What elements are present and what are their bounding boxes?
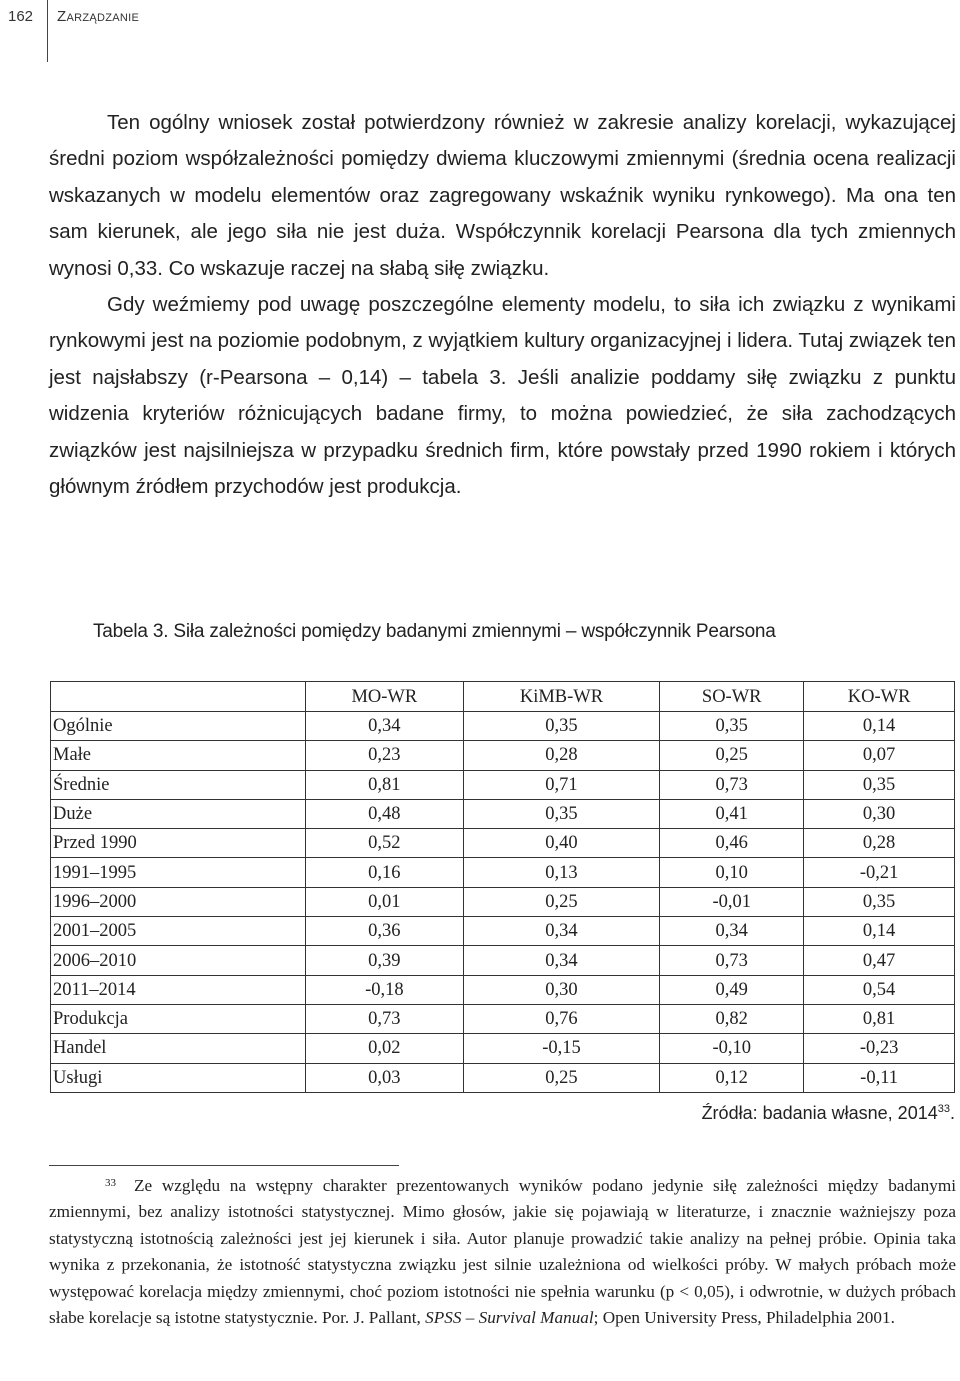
table-header-cell: KO-WR	[804, 682, 955, 712]
table-cell: -0,23	[804, 1034, 955, 1063]
table-row	[51, 1063, 955, 1092]
table-cell: -0,18	[306, 975, 464, 1004]
row-label: 2006–2010	[51, 946, 306, 975]
table-source	[702, 1103, 955, 1124]
table-cell: 0,07	[804, 741, 955, 770]
table-row	[51, 770, 955, 799]
running-head	[0, 0, 960, 60]
table-cell: 0,14	[804, 917, 955, 946]
table-header-cell	[51, 682, 306, 712]
table-cell: 0,35	[660, 712, 804, 741]
table-cell: 0,41	[660, 799, 804, 828]
source-end: .	[949, 1103, 955, 1123]
table-header-row	[51, 682, 955, 712]
table-cell: 0,46	[660, 829, 804, 858]
row-label: Ogólnie	[51, 712, 306, 741]
footnote-number: 33	[105, 1177, 116, 1189]
table-cell: -0,01	[660, 887, 804, 916]
row-label: Średnie	[51, 770, 306, 799]
table-cell: 0,52	[306, 829, 464, 858]
table-cell: 0,35	[463, 799, 660, 828]
footnote-divider	[49, 1165, 399, 1166]
footnote-book-title: SPSS – Survival Manual	[425, 1308, 594, 1328]
table-cell: 0,73	[306, 1004, 464, 1033]
table-cell: 0,40	[463, 829, 660, 858]
table-cell: 0,76	[463, 1004, 660, 1033]
row-label: 1991–1995	[51, 858, 306, 887]
row-label: Handel	[51, 1034, 306, 1063]
table-cell: 0,81	[306, 770, 464, 799]
table-cell: 0,01	[306, 887, 464, 916]
table-cell: 0,81	[804, 1004, 955, 1033]
correlation-table	[50, 681, 955, 1093]
table-cell: 0,03	[306, 1063, 464, 1092]
table-cell: 0,16	[306, 858, 464, 887]
table-cell: 0,49	[660, 975, 804, 1004]
section-title: Zarządzanie	[57, 8, 140, 25]
table-row	[51, 829, 955, 858]
table-cell: 0,25	[660, 741, 804, 770]
table-cell: 0,73	[660, 770, 804, 799]
table-cell: 0,34	[463, 917, 660, 946]
table-cell: -0,21	[804, 858, 955, 887]
table-row	[51, 741, 955, 770]
table-cell: 0,36	[306, 917, 464, 946]
table-caption: Tabela 3. Siła zależności pomiędzy badanymi zmiennymi – współczynnik Pearsona	[93, 621, 776, 642]
header-divider	[47, 0, 48, 62]
table-cell: -0,15	[463, 1034, 660, 1063]
table-cell: 0,30	[463, 975, 660, 1004]
paragraph: Gdy weźmiemy pod uwagę poszczególne elementy modelu, to siła ich związku z wynikami rynkowymi jest na poziomie podobnym, z wyjątkiem kultury organizacyjnej i lidera. Tutaj związek ten jest najsłabszy (r-Pearsona – 0,14) – tabela 3. Jeśli analizie poddamy siłę związku z punktu widzenia kryteriów różnicujących badane firmy, to można powiedzieć, że siła zachodzących związków jest najsilniejsza w przypadku średnich firm, które powstały przed 1990 rokiem i których głównym źródłem przychodów jest produkcja.	[49, 293, 956, 499]
table-body	[51, 712, 955, 1093]
table-cell: -0,11	[804, 1063, 955, 1092]
table-cell: 0,48	[306, 799, 464, 828]
table-cell: 0,82	[660, 1004, 804, 1033]
table-cell: 0,54	[804, 975, 955, 1004]
row-label: Duże	[51, 799, 306, 828]
row-label: 1996–2000	[51, 887, 306, 916]
table-header-cell: MO-WR	[306, 682, 464, 712]
table-row	[51, 1004, 955, 1033]
row-label: Małe	[51, 741, 306, 770]
table-cell: 0,35	[804, 770, 955, 799]
table-cell: 0,25	[463, 1063, 660, 1092]
table-cell: 0,25	[463, 887, 660, 916]
table-cell: 0,10	[660, 858, 804, 887]
table-cell: 0,14	[804, 712, 955, 741]
row-label: 2011–2014	[51, 975, 306, 1004]
paragraph: Ten ogólny wniosek został potwierdzony również w zakresie analizy korelacji, wykazującej średni poziom współzależności pomiędzy dwiema kluczowymi zmiennymi (średnia ocena realizacji wskazanych w modelu elementów oraz zagregowany wskaźnik wyniku rynkowego). Ma ona ten sam kierunek, ale jego siła nie jest duża. Współczynnik korelacji Pearsona dla tych zmiennych wynosi 0,33. Co wskazuje raczej na słabą siłę związku.	[49, 111, 956, 280]
row-label: Przed 1990	[51, 829, 306, 858]
table-cell: 0,35	[804, 887, 955, 916]
row-label: Usługi	[51, 1063, 306, 1092]
footnote-text-end: ; Open University Press, Philadelphia 2001.	[593, 1308, 895, 1328]
table-row	[51, 1034, 955, 1063]
footnote	[49, 1170, 956, 1331]
table-header-cell: SO-WR	[660, 682, 804, 712]
page-number: 162	[8, 8, 34, 25]
row-label: 2001–2005	[51, 917, 306, 946]
table-cell: 0,28	[804, 829, 955, 858]
table-row	[51, 946, 955, 975]
table-row	[51, 858, 955, 887]
table-cell: 0,02	[306, 1034, 464, 1063]
footnote-paragraph	[49, 1170, 956, 1331]
table-row	[51, 799, 955, 828]
table-cell: 0,28	[463, 741, 660, 770]
body-text	[49, 105, 956, 505]
table-cell: 0,47	[804, 946, 955, 975]
table-cell: 0,73	[660, 946, 804, 975]
table-cell: 0,30	[804, 799, 955, 828]
table-header-cell: KiMB-WR	[463, 682, 660, 712]
table-cell: 0,34	[660, 917, 804, 946]
row-label: Produkcja	[51, 1004, 306, 1033]
table-cell: 0,34	[463, 946, 660, 975]
footnote-reference: 33	[937, 1103, 950, 1115]
table-cell: 0,71	[463, 770, 660, 799]
table-row	[51, 917, 955, 946]
table-cell: 0,35	[463, 712, 660, 741]
source-text: Źródła: badania własne, 2014	[701, 1103, 938, 1123]
table-cell: 0,34	[306, 712, 464, 741]
table-row	[51, 712, 955, 741]
table-cell: -0,10	[660, 1034, 804, 1063]
table-cell: 0,39	[306, 946, 464, 975]
table-row	[51, 887, 955, 916]
table-cell: 0,13	[463, 858, 660, 887]
footnote-text: Ze względu na wstępny charakter prezentowanych wyników podano jedynie siłę zależności między badanymi zmiennymi, bez analizy istotności statystycznej. Mimo głosów, jakie się pojawiają w literaturze, i znacznie ważniejszy poza statystyczną istotnością zależności jest jej kierunek i siła. Autor planuje prowadzić takie analizy na pełnej próbie. Opinia taka wynika z przekonania, że istotność statystyczna związku jest silnie uzależniona od wielkości próby. W małych próbach może występować korelacja między zmiennymi, choć poziom istotności nie spełnia warunku (p < 0,05), i odwrotnie, w dużych próbach słabe korelacje są istotne statystycznie. Por. J. Pallant,	[49, 1176, 956, 1328]
table-cell: 0,12	[660, 1063, 804, 1092]
table-cell: 0,23	[306, 741, 464, 770]
table-row	[51, 975, 955, 1004]
